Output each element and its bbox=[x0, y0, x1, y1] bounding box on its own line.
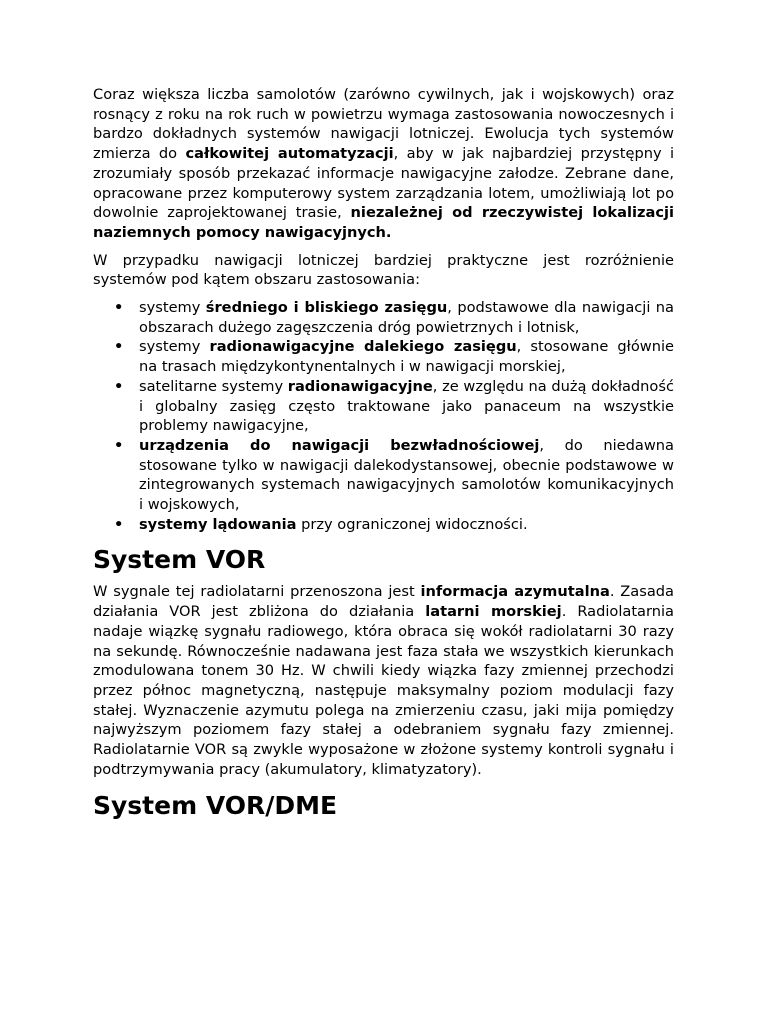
list-item-pre: systemy bbox=[139, 338, 210, 356]
classification-paragraph: W przypadku nawigacji lotniczej bardziej praktyczne jest rozróżnienie systemów pod kątem obszaru zastosowania: bbox=[93, 251, 674, 289]
vor-bold-1: informacja azymutalna bbox=[420, 583, 610, 601]
systems-list bbox=[93, 298, 674, 534]
vor-text-3: . Radiolatarnia nadaje wiązkę sygnału radiowego, która obraca się wokół radiolatarni 30 razy na sekundę. Równocześnie nadawana jest faza stała we wszystkich kierunkach zmodulowana tonem 30 Hz. W chwili kiedy wiązka fazy zmiennej przechodzi przez północ magnetyczną, następuje maksymalny poziom modulacji fazy stałej. Wyznaczenie azymutu polega na zmierzeniu czasu, jaki mija pomiędzy najwyższym poziomem fazy stałej a odebraniem sygnału fazy zmiennej. Radiolatarnie VOR są zwykle wyposażone w złożone systemy kontroli sygnału i podtrzymywania pracy (akumulatory, klimatyzatory). bbox=[93, 603, 674, 778]
list-item-pre: satelitarne systemy bbox=[139, 377, 288, 395]
vor-text-1: W sygnale tej radiolatarni przenoszona jest bbox=[93, 583, 421, 601]
list-item-post: , podstawowe dla nawigacji na obszarach dużego zagęszczenia dróg powietrznych i lotnisk, bbox=[139, 299, 674, 336]
intro-paragraph bbox=[93, 85, 674, 243]
list-item-post: , do niedawna stosowane tylko w nawigacji dalekodystansowej, obecnie podstawowe w zintegrowanych systemach nawigacyjnych samolotów komunikacyjnych i wojskowych, bbox=[139, 436, 674, 514]
intro-bold-2: niezależnej od rzeczywistej lokalizacji naziemnych pomocy nawigacyjnych. bbox=[93, 204, 674, 241]
section-heading-vor: System VOR bbox=[93, 545, 266, 575]
bullet-icon: • bbox=[114, 515, 124, 533]
intro-text-2: , aby w jak najbardziej przystępny i zrozumiały sposób przekazać informacje nawigacyjne załodze. Zebrane dane, opracowane przez komputerowy system zarządzania lotem, umożliwiają lot po dowolnie zaprojektowanej trasie, bbox=[93, 145, 675, 222]
bullet-icon: • bbox=[114, 299, 124, 317]
list-item bbox=[114, 298, 674, 337]
list-item-bold: średniego i bliskiego zasięgu bbox=[205, 299, 448, 317]
bullet-icon: • bbox=[114, 338, 124, 356]
vor-bold-2: latarni morskiej bbox=[425, 603, 562, 621]
list-item-pre: systemy bbox=[139, 299, 206, 317]
list-item bbox=[114, 377, 674, 436]
list-item-post: przy ograniczonej widoczności. bbox=[296, 515, 528, 533]
intro-text-1: Coraz większa liczba samolotów (zarówno cywilnych, jak i wojskowych) oraz rosnący z roku na rok ruch w powietrzu wymaga zastosowania nowoczesnych i bardzo dokładnych systemów nawigacji lotniczej. Ewolucja tych systemów zmierza do bbox=[93, 86, 674, 163]
vor-text-2: . Zasada działania VOR jest zbliżona do działania bbox=[93, 583, 674, 621]
vor-paragraph bbox=[93, 582, 674, 779]
bullet-icon: • bbox=[114, 436, 124, 454]
list-item-bold: radionawigacyjne dalekiego zasięgu bbox=[209, 338, 517, 356]
list-item bbox=[114, 337, 674, 376]
bullet-icon: • bbox=[114, 377, 124, 395]
intro-bold-1: całkowitej automatyzacji bbox=[185, 145, 394, 163]
list-item bbox=[114, 436, 674, 515]
list-item-post: , stosowane głównie na trasach międzykontynentalnych i w nawigacji morskiej, bbox=[139, 338, 674, 376]
list-item bbox=[114, 515, 674, 535]
list-item-post: , ze względu na dużą dokładność i globalny zasięg często traktowane jako panaceum na wszystkie problemy nawigacyjne, bbox=[139, 377, 674, 435]
section-heading-vor-dme: System VOR/DME bbox=[93, 790, 338, 820]
list-item-bold: radionawigacyjne bbox=[287, 377, 433, 395]
list-item-bold: urządzenia do nawigacji bezwładnościowej bbox=[139, 436, 540, 454]
list-item-bold: systemy lądowania bbox=[139, 515, 297, 533]
